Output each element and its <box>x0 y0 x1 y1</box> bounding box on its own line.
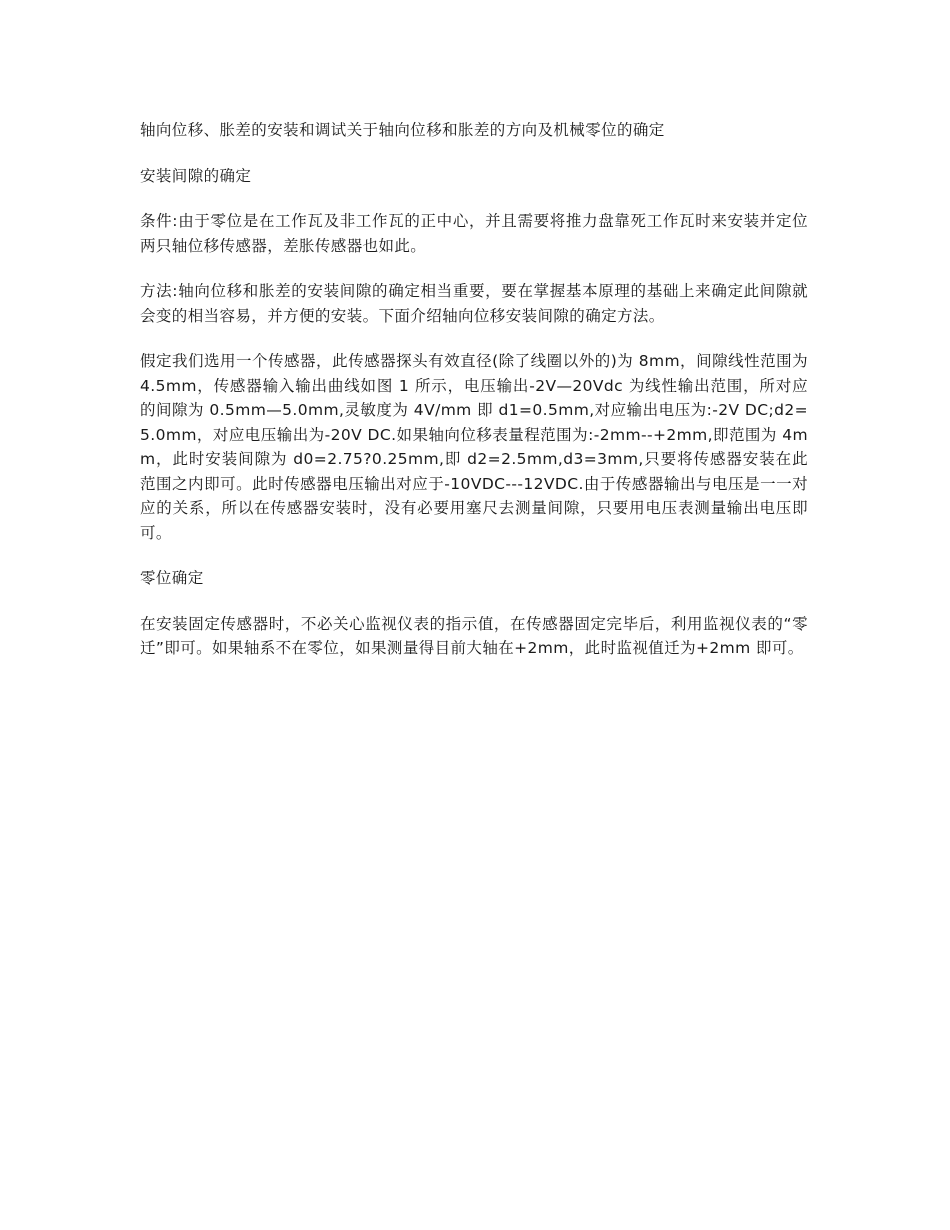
paragraph-method: 方法:轴向位移和胀差的安装间隙的确定相当重要，要在掌握基本原理的基础上来确定此间隙就会变的相当容易，并方便的安装。下面介绍轴向位移安装间隙的确定方法。 <box>140 282 808 325</box>
paragraph-example: 假定我们选用一个传感器，此传感器探头有效直径(除了线圈以外的)为 8mm，间隙线性范围为 4.5mm，传感器输入输出曲线如图 1 所示，电压输出-2V—20Vdc 为线性输出范围，所对应的间隙为 0.5mm—5.0mm,灵敏度为 4V/mm 即 d1=0.5mm,对应输出电压为:-2V DC;d2=5.0mm，对应电压输出为-20V DC.如果轴向位移表量程范围为:-2mm--+2mm,即范围为 4mm，此时安装间隙为 d0=2.75?0.25mm,即 d2=2.5mm,d3=3mm,只要将传感器安装在此范围之内即可。此时传感器电压输出对应于-10VDC---12VDC.由于传感器输出与电压是一一对应的关系，所以在传感器安装时，没有必要用塞尺去测量间隙，只要用电压表测量输出电压即可。 <box>140 352 808 542</box>
paragraph-condition: 条件:由于零位是在工作瓦及非工作瓦的正中心，并且需要将推力盘靠死工作瓦时来安装并定位两只轴位移传感器，差胀传感器也如此。 <box>140 212 808 255</box>
document-body <box>140 118 808 682</box>
document-title: 轴向位移、胀差的安装和调试关于轴向位移和胀差的方向及机械零位的确定 <box>140 121 665 139</box>
section-heading-zero-position: 零位确定 <box>140 569 204 587</box>
section-heading-install-gap: 安装间隙的确定 <box>140 166 252 185</box>
paragraph-zero-position: 在安装固定传感器时，不必关心监视仪表的指示值，在传感器固定完毕后，利用监视仪表的“零迁”即可。如果轴系不在零位，如果测量得目前大轴在+2mm，此时监视值迁为+2mm 即可。 <box>140 614 808 657</box>
